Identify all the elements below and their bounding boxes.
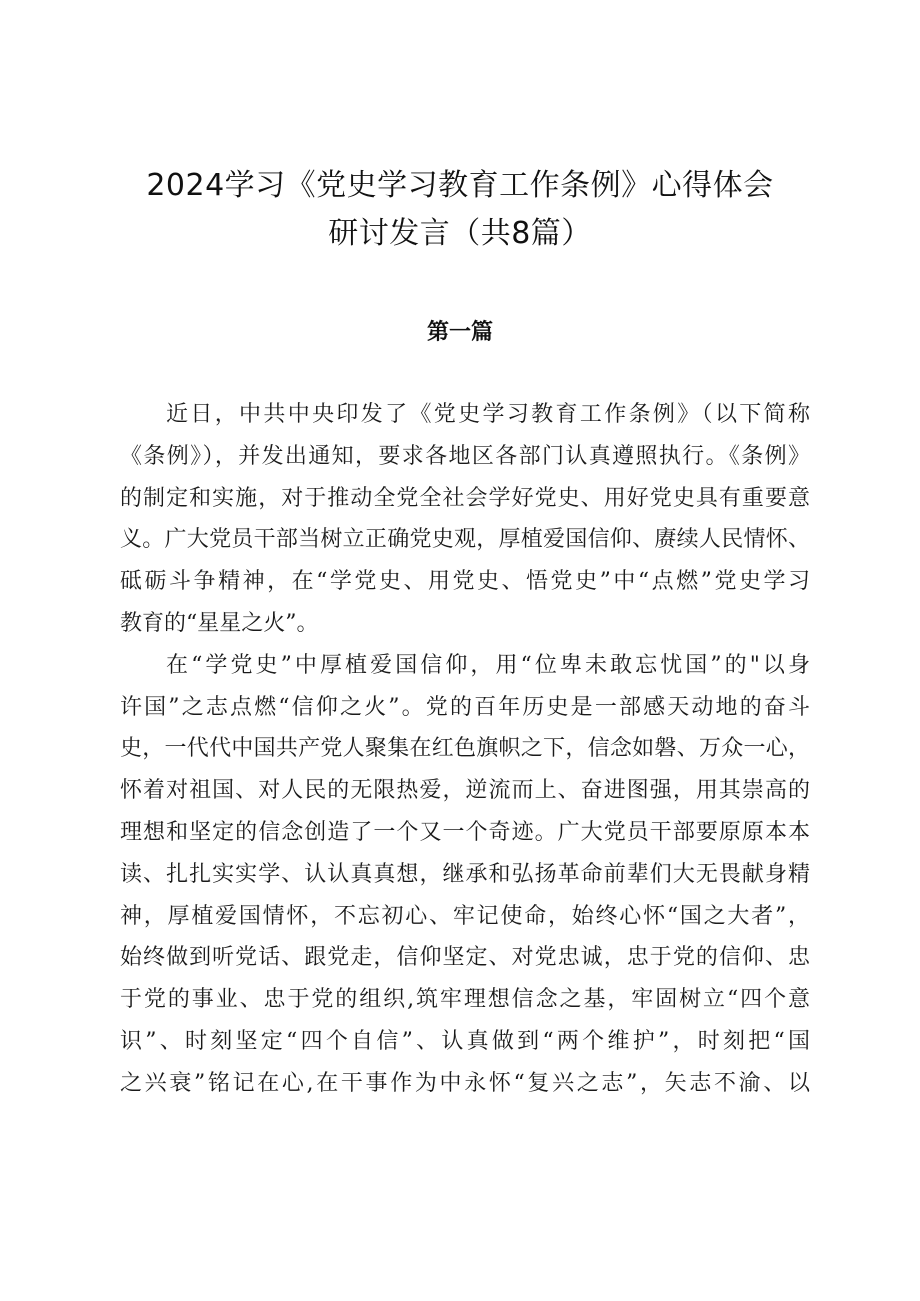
paragraph-2 <box>120 645 810 1105</box>
paragraph-1 <box>120 394 810 645</box>
paragraph-line: 始终做到听党话、跟党走，信仰坚定、对党忠诚，忠于党的信仰、忠 <box>120 945 810 971</box>
paragraph-line: 于党的事业、忠于党的组织,筑牢理想信念之基，牢固树立“四个意 <box>120 987 810 1013</box>
paragraph-line: 近日，中共中央印发了《党史学习教育工作条例》（以下简称 <box>166 402 810 427</box>
paragraph-line: 砥砺斗争精神，在“学党史、用党史、悟党史”中“点燃”党史学习 <box>120 569 810 595</box>
body-text <box>120 394 810 1105</box>
paragraph-line: 在“学党史”中厚植爱国信仰，用“位卑未敢忘忧国”的"以身 <box>166 652 810 678</box>
paragraph-line: 教育的“星星之火”。 <box>120 610 319 636</box>
paragraph-line: 之兴衰”铭记在心,在干事作为中永怀“复兴之志”，矢志不渝、以 <box>120 1070 810 1096</box>
title-line-1: 2024学习《党史学习教育工作条例》心得体会 <box>146 168 774 203</box>
paragraph-line: 史，一代代中国共产党人聚集在红色旗帜之下，信念如磐、万众一心， <box>120 736 810 762</box>
document-title <box>60 162 860 258</box>
paragraph-line: 怀着对祖国、对人民的无限热爱，逆流而上、奋进图强，用其崇高的 <box>120 778 810 804</box>
paragraph-line: 读、扎扎实实学、认认真真想，继承和弘扬革命前辈们大无畏献身精 <box>120 861 810 887</box>
section-heading: 第一篇 <box>426 320 493 345</box>
paragraph-line: 许国”之志点燃“信仰之火”。党的百年历史是一部感天动地的奋斗 <box>120 694 810 720</box>
paragraph-line: 义。广大党员干部当树立正确党史观，厚植爱国信仰、赓续人民情怀、 <box>120 527 810 553</box>
title-line-2: 研讨发言（共8篇） <box>328 216 592 251</box>
paragraph-line: 神，厚植爱国情怀，不忘初心、牢记使命，始终心怀“国之大者”， <box>120 903 810 929</box>
paragraph-line: 理想和坚定的信念创造了一个又一个奇迹。广大党员干部要原原本本 <box>120 819 810 845</box>
paragraph-line: 的制定和实施，对于推动全党全社会学好党史、用好党史具有重要意 <box>120 485 810 511</box>
paragraph-line: 识”、时刻坚定“四个自信”、认真做到“两个维护”，时刻把“国 <box>120 1028 810 1054</box>
paragraph-line: 《条例》），并发出通知，要求各地区各部门认真遵照执行。《条例》 <box>120 443 810 469</box>
